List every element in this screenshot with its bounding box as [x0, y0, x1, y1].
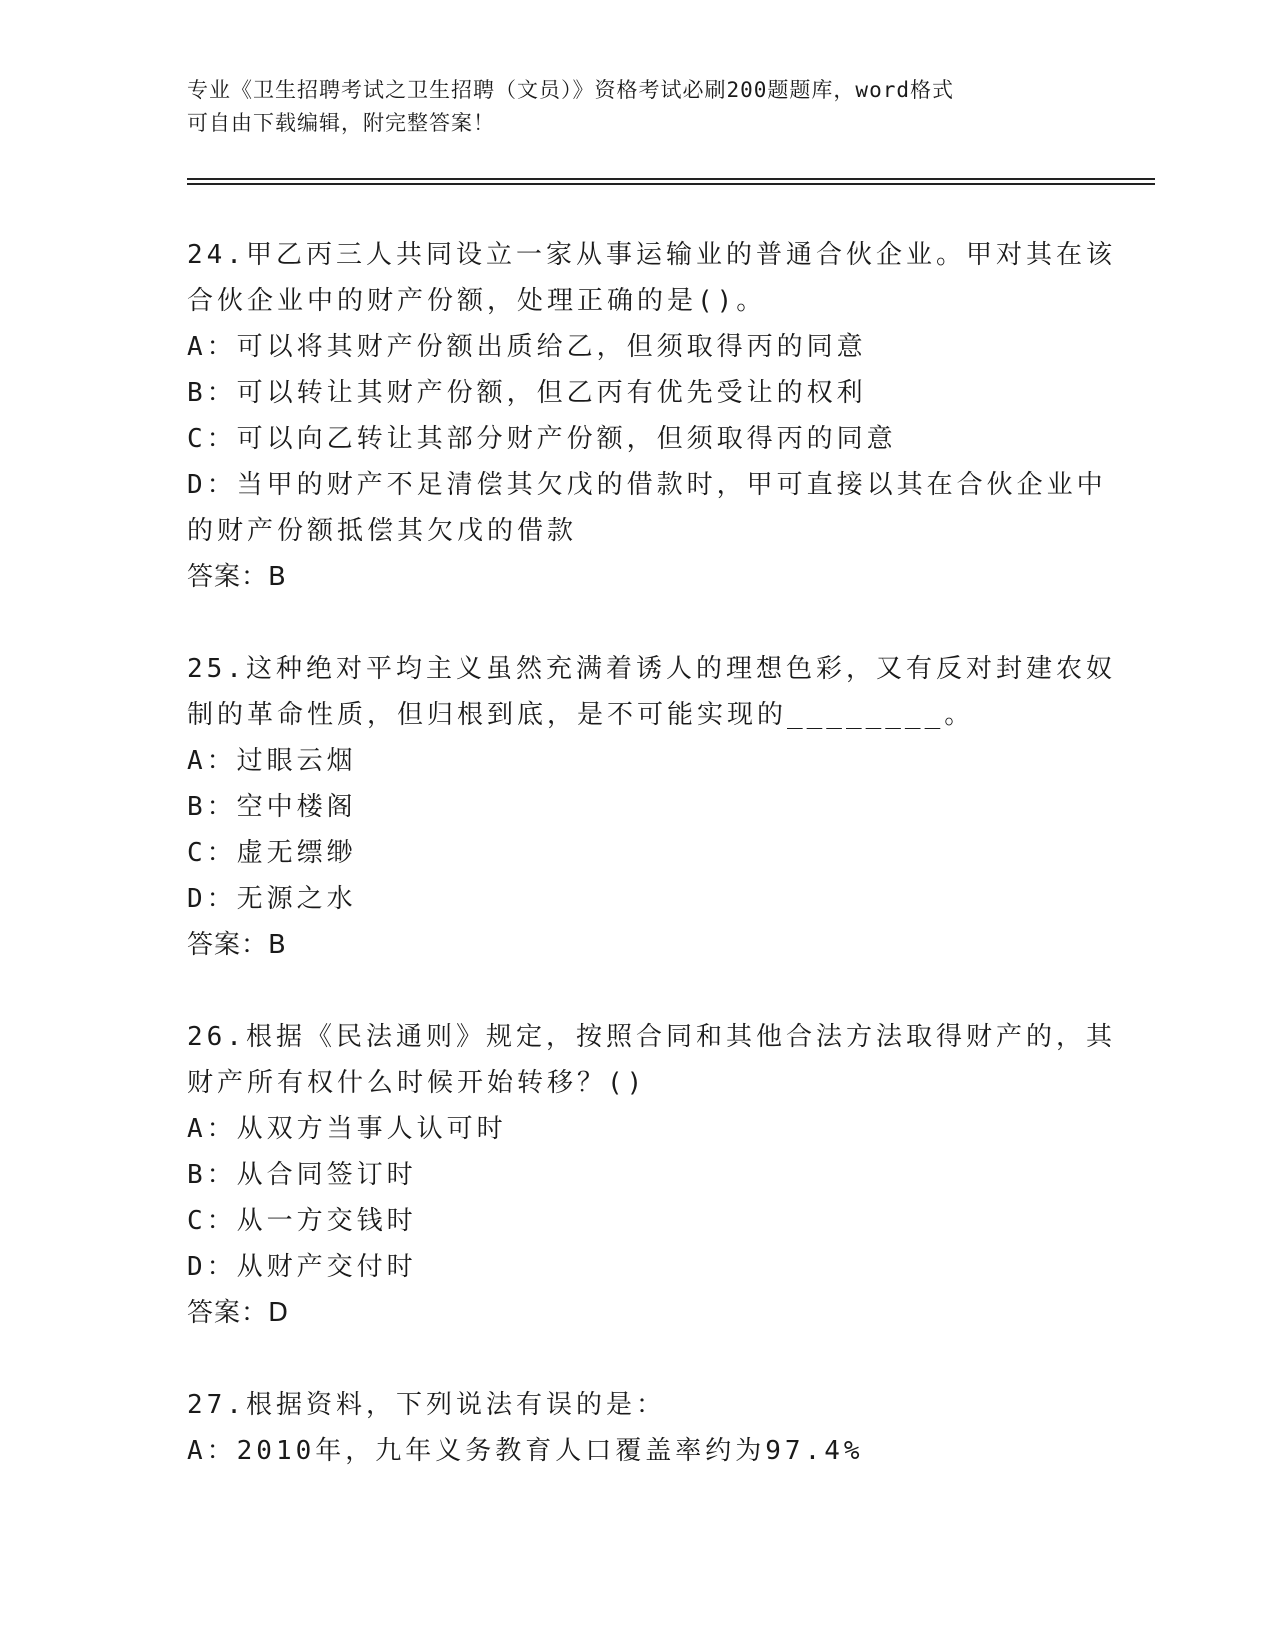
question-stem-line: 制的革命性质，但归根到底，是不可能实现的________。: [187, 700, 975, 730]
option-line: A：过眼云烟: [187, 746, 357, 776]
option-line: D：当甲的财产不足清偿其欠戊的借款时，甲可直接以其在合伙企业中: [187, 470, 1107, 500]
question-stem-line: 27.根据资料，下列说法有误的是：: [187, 1390, 666, 1420]
option-line: C：虚无缥缈: [187, 838, 357, 868]
question-item: [187, 646, 1116, 968]
header-divider-bottom: [187, 183, 1155, 185]
document-header: [187, 74, 1087, 140]
option-line: B：可以转让其财产份额，但乙丙有优先受让的权利: [187, 378, 867, 408]
option-line: C：从一方交钱时: [187, 1206, 417, 1236]
question-item: [187, 232, 1116, 600]
option-line: D：从财产交付时: [187, 1252, 417, 1282]
option-line: D：无源之水: [187, 884, 357, 914]
option-line: A：从双方当事人认可时: [187, 1114, 507, 1144]
question-stem-line: 合伙企业中的财产份额，处理正确的是()。: [187, 286, 767, 316]
question-stem-line: 25.这种绝对平均主义虽然充满着诱人的理想色彩，又有反对封建农奴: [187, 654, 1116, 684]
header-line-1: 专业《卫生招聘考试之卫生招聘（文员）》资格考试必刷200题题库，word格式: [187, 78, 954, 102]
option-line: B：从合同签订时: [187, 1160, 417, 1190]
question-stem-line: 财产所有权什么时候开始转移？(): [187, 1068, 647, 1098]
answer-label: 答案：B: [187, 562, 287, 592]
header-divider-top: [187, 178, 1155, 180]
question-stem-line: 26.根据《民法通则》规定，按照合同和其他合法方法取得财产的，其: [187, 1022, 1116, 1052]
question-item: [187, 1382, 1087, 1474]
answer-label: 答案：D: [187, 1298, 290, 1328]
answer-label: 答案：B: [187, 930, 287, 960]
header-line-2: 可自由下载编辑，附完整答案！: [187, 111, 495, 135]
question-stem-line: 24.甲乙丙三人共同设立一家从事运输业的普通合伙企业。甲对其在该: [187, 240, 1116, 270]
option-line: C：可以向乙转让其部分财产份额，但须取得丙的同意: [187, 424, 897, 454]
option-line: 的财产份额抵偿其欠戊的借款: [187, 516, 578, 546]
option-line: A：可以将其财产份额出质给乙，但须取得丙的同意: [187, 332, 867, 362]
question-item: [187, 1014, 1116, 1336]
option-line: B：空中楼阁: [187, 792, 357, 822]
option-line: A：2010年，九年义务教育人口覆盖率约为97.4%: [187, 1436, 864, 1466]
question-list: [187, 232, 1116, 1520]
